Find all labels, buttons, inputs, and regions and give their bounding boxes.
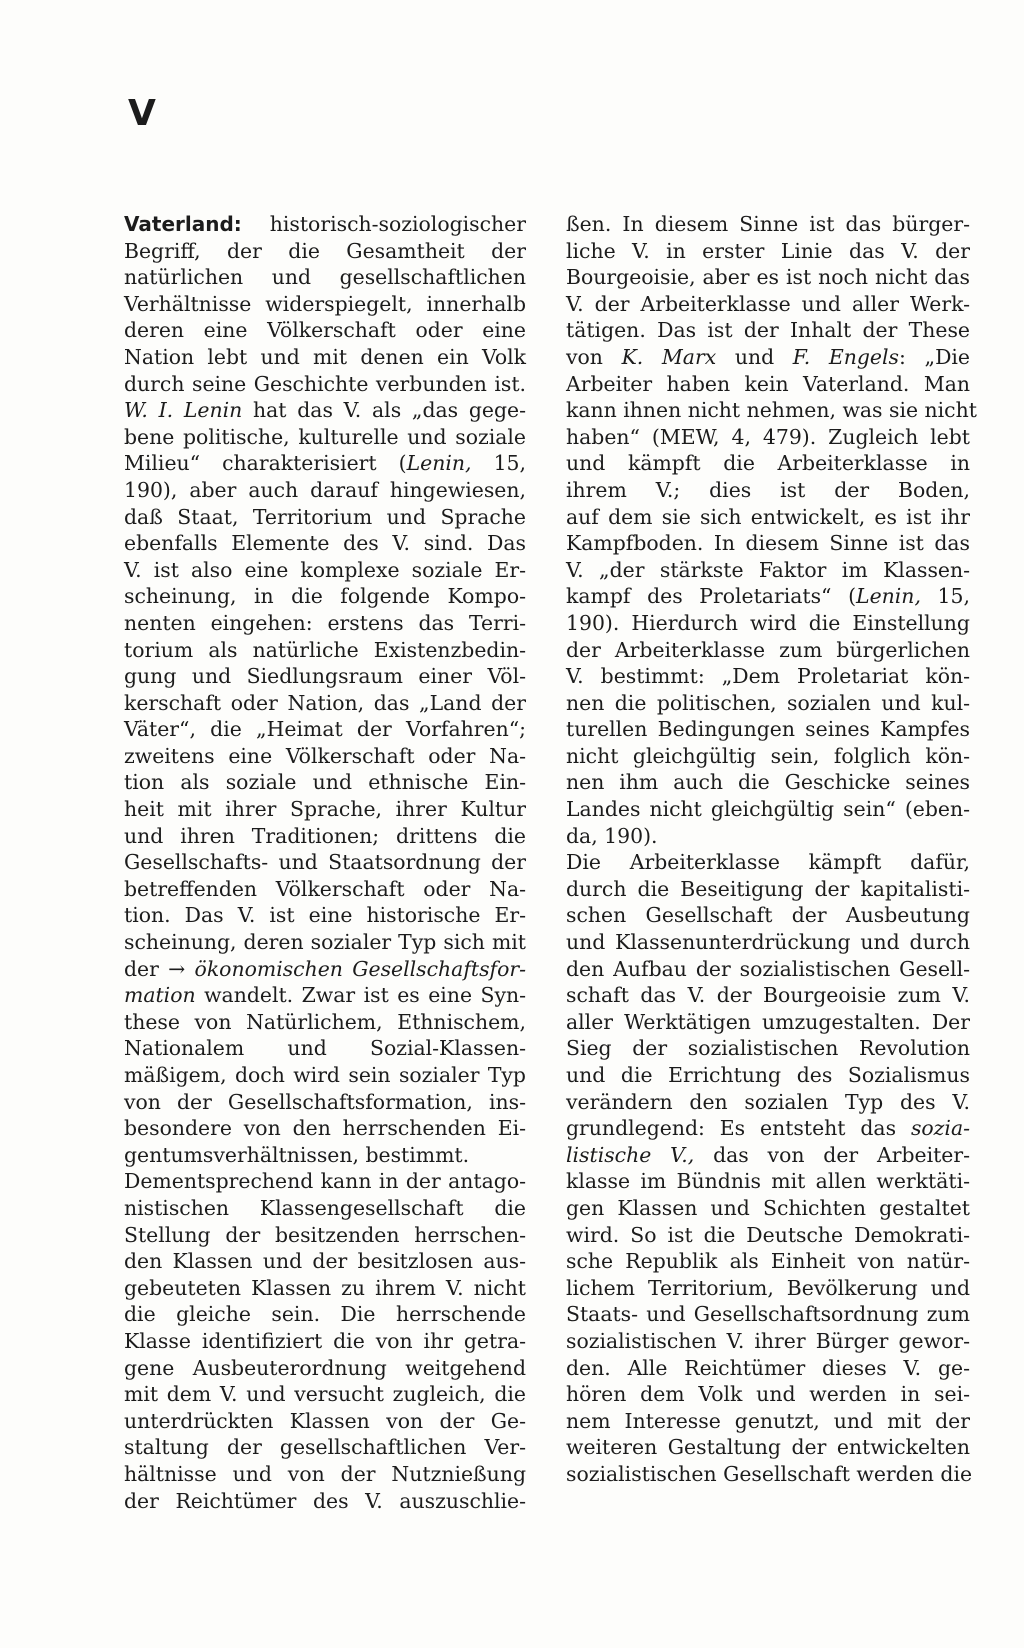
emphasis-term: sozia- xyxy=(910,1116,970,1141)
text-line: schaft das V. der Bourgeoisie zum V. xyxy=(566,983,970,1008)
text-line: V. „der stärkste Faktor im Klassen- xyxy=(566,557,970,582)
text-line: Nationalem und Sozial-Klassen- xyxy=(124,1036,526,1061)
text-line: sche Republik als Einheit von natür- xyxy=(566,1249,970,1274)
text-line: natürlichen und gesellschaftlichen xyxy=(124,265,526,290)
text-line: weiteren Gestaltung der entwickelten xyxy=(566,1435,970,1460)
text-line: haben“ (MEW, 4, 479). Zugleich lebt xyxy=(566,424,970,449)
text-line: kann ihnen nicht nehmen, was sie nicht xyxy=(566,398,977,423)
text-line: bene politische, kulturelle und soziale xyxy=(124,424,526,449)
text-line: Die Arbeiterklasse kämpft dafür, xyxy=(566,850,970,875)
text-line: den. Alle Reichtümer dieses V. ge- xyxy=(566,1355,970,1380)
cross-reference-link[interactable]: mation xyxy=(124,983,196,1008)
text-line: Väter“, die „Heimat der Vorfahren“; xyxy=(124,717,526,742)
text-line: nistischen Klassengesellschaft die xyxy=(124,1195,526,1220)
text-line: Verhältnisse widerspiegelt, innerhalb xyxy=(124,291,526,316)
section-letter: V xyxy=(128,93,156,134)
text-line: nen ihm auch die Geschicke seines xyxy=(566,770,970,795)
text-line: V. der Arbeiterklasse und aller Werk- xyxy=(566,291,970,316)
text-line: mit dem V. und versucht zugleich, die xyxy=(124,1382,526,1407)
text-line: V. ist also eine komplexe soziale Er- xyxy=(124,557,526,582)
text-line: gene Ausbeuterordnung weitgehend xyxy=(124,1355,526,1380)
text-line: Staats- und Gesellschaftsordnung zum xyxy=(566,1302,970,1327)
text-line: ßen. In diesem Sinne ist das bürger- xyxy=(566,212,970,236)
author-reference: F. Engels xyxy=(792,344,899,369)
citation-reference: Lenin, xyxy=(406,451,472,476)
text-line: da, 190). xyxy=(566,823,658,848)
text-line: sozialistischen V. ihrer Bürger gewor- xyxy=(566,1328,970,1353)
text-line: staltung der gesellschaftlichen Ver- xyxy=(124,1435,526,1460)
text-line: liche V. in erster Linie das V. der xyxy=(566,238,970,263)
text-line: nicht gleichgültig sein, folglich kön- xyxy=(566,743,970,768)
text-line: nem Interesse genutzt, und mit der xyxy=(566,1408,970,1433)
text-line: Klasse identifiziert die von ihr getra- xyxy=(124,1328,526,1353)
text-line: Sieg der sozialistischen Revolution xyxy=(566,1036,970,1061)
text-line: der → ökonomischen Gesellschaftsfor- xyxy=(124,956,526,981)
text-line: betreffenden Völkerschaft oder Na- xyxy=(124,876,526,901)
text-line: mäßigem, doch wird sein sozialer Typ xyxy=(124,1063,526,1087)
text-line: Begriff, der die Gesamtheit der xyxy=(124,238,526,263)
text-line: Vaterland: historisch-soziologischer xyxy=(124,212,526,236)
text-line: den Aufbau der sozialistischen Gesell- xyxy=(566,956,970,981)
text-line: und die Errichtung des Sozialismus xyxy=(566,1063,970,1087)
text-line: wird. So ist die Deutsche Demokrati- xyxy=(566,1222,970,1247)
text-line: heit mit ihrer Sprache, ihrer Kultur xyxy=(124,797,526,822)
text-line: nen die politischen, sozialen und kul- xyxy=(566,690,970,715)
text-line: von K. Marx und F. Engels: „Die xyxy=(566,344,971,369)
text-line: den Klassen und der besitzlosen aus- xyxy=(124,1249,526,1274)
text-line: daß Staat, Territorium und Sprache xyxy=(124,504,526,529)
text-line: gentumsverhältnissen, bestimmt. xyxy=(124,1142,470,1167)
text-line: die gleiche sein. Die herrschende xyxy=(124,1302,526,1327)
headword: Vaterland: xyxy=(124,212,242,236)
text-line: ihrem V.; dies ist der Boden, xyxy=(566,477,970,502)
text-line: kampf des Proletariats“ (Lenin, 15, xyxy=(566,584,970,609)
text-line: auf dem sie sich entwickelt, es ist ihr xyxy=(566,504,970,529)
text-line: V. bestimmt: „Dem Proletariat kön- xyxy=(566,664,970,689)
text-line: ebenfalls Elemente des V. sind. Das xyxy=(124,531,526,556)
text-line: tion. Das V. ist eine historische Er- xyxy=(124,903,526,928)
text-line: scheinung, in die folgende Kompo- xyxy=(124,584,526,609)
left-column xyxy=(124,211,526,1514)
right-column xyxy=(566,211,977,1488)
text-line: 190), aber auch darauf hingewiesen, xyxy=(124,477,526,502)
text-line: Arbeiter haben kein Vaterland. Man xyxy=(566,371,970,396)
text-line: und kämpft die Arbeiterklasse in xyxy=(566,451,970,476)
text-line: Dementsprechend kann in der antago- xyxy=(124,1169,526,1194)
text-line: Nation lebt und mit denen ein Volk xyxy=(124,344,526,369)
text-line: 190). Hierdurch wird die Einstellung xyxy=(566,610,970,635)
text-line: unterdrückten Klassen von der Ge- xyxy=(124,1408,526,1433)
text-line: these von Natürlichem, Ethnischem, xyxy=(124,1009,526,1034)
text-line: gen Klassen und Schichten gestaltet xyxy=(566,1195,970,1220)
text-line: Gesellschafts- und Staatsordnung der xyxy=(124,850,526,875)
text-line: klasse im Bündnis mit allen werktäti- xyxy=(566,1169,970,1194)
text-line: und Klassenunterdrückung und durch xyxy=(566,930,970,955)
text-line: grundlegend: Es entsteht das sozia- xyxy=(566,1116,970,1141)
text-line: nenten eingehen: erstens das Terri- xyxy=(124,610,526,635)
text-line: aller Werktätigen umzugestalten. Der xyxy=(566,1009,970,1034)
text-line: torium als natürliche Existenzbedin- xyxy=(124,637,526,662)
text-line: kerschaft oder Nation, das „Land der xyxy=(124,690,526,715)
author-reference: K. Marx xyxy=(621,344,717,369)
text-line: der Reichtümer des V. auszuschlie- xyxy=(124,1488,526,1513)
text-line: verändern den sozialen Typ des V. xyxy=(566,1089,970,1114)
citation-reference: Lenin, xyxy=(856,584,921,609)
text-line: Landes nicht gleichgültig sein“ (eben- xyxy=(566,797,970,822)
text-line: schen Gesellschaft der Ausbeutung xyxy=(566,903,970,928)
cross-reference-link[interactable]: ökonomischen Gesellschaftsfor- xyxy=(194,956,526,981)
text-line: tion als soziale und ethnische Ein- xyxy=(124,770,526,795)
text-line: listische V., das von der Arbeiter- xyxy=(566,1142,970,1167)
text-line: tätigen. Das ist der Inhalt der These xyxy=(566,318,970,343)
text-line: zweitens eine Völkerschaft oder Na- xyxy=(124,743,526,768)
text-line: Milieu“ charakterisiert (Lenin, 15, xyxy=(124,451,526,476)
text-line: scheinung, deren sozialer Typ sich mit xyxy=(124,930,526,955)
text-line: turellen Bedingungen seines Kampfes xyxy=(566,717,970,742)
text-line: der Arbeiterklasse zum bürgerlichen xyxy=(566,637,970,662)
text-line: durch die Beseitigung der kapitalisti- xyxy=(566,876,970,901)
emphasis-term: listische V., xyxy=(566,1142,695,1167)
text-line: Stellung der besitzenden herrschen- xyxy=(124,1222,526,1247)
text-line: und ihren Traditionen; drittens die xyxy=(124,823,526,848)
text-line: W. I. Lenin hat das V. als „das gege- xyxy=(124,398,526,423)
text-line: deren eine Völkerschaft oder eine xyxy=(124,318,526,343)
text-line: Kampfboden. In diesem Sinne ist das xyxy=(566,531,970,556)
text-line: gebeuteten Klassen zu ihrem V. nicht xyxy=(124,1275,526,1300)
text-line: gung und Siedlungsraum einer Völ- xyxy=(124,664,526,689)
text-line: von der Gesellschaftsformation, ins- xyxy=(124,1089,526,1114)
text-line: besondere von den herrschenden Ei- xyxy=(124,1116,526,1141)
text-line: mation wandelt. Zwar ist es eine Syn- xyxy=(124,983,526,1008)
text-line: durch seine Geschichte verbunden ist. xyxy=(124,371,526,396)
text-line: hältnisse und von der Nutznießung xyxy=(124,1461,526,1486)
text-line: Bourgeoisie, aber es ist noch nicht das xyxy=(566,265,970,290)
text-line: lichem Territorium, Bevölkerung und xyxy=(566,1275,970,1300)
text-line: hören dem Volk und werden in sei- xyxy=(566,1382,970,1407)
text-line: sozialistischen Gesellschaft werden die xyxy=(566,1461,973,1486)
author-reference: W. I. Lenin xyxy=(124,398,243,423)
